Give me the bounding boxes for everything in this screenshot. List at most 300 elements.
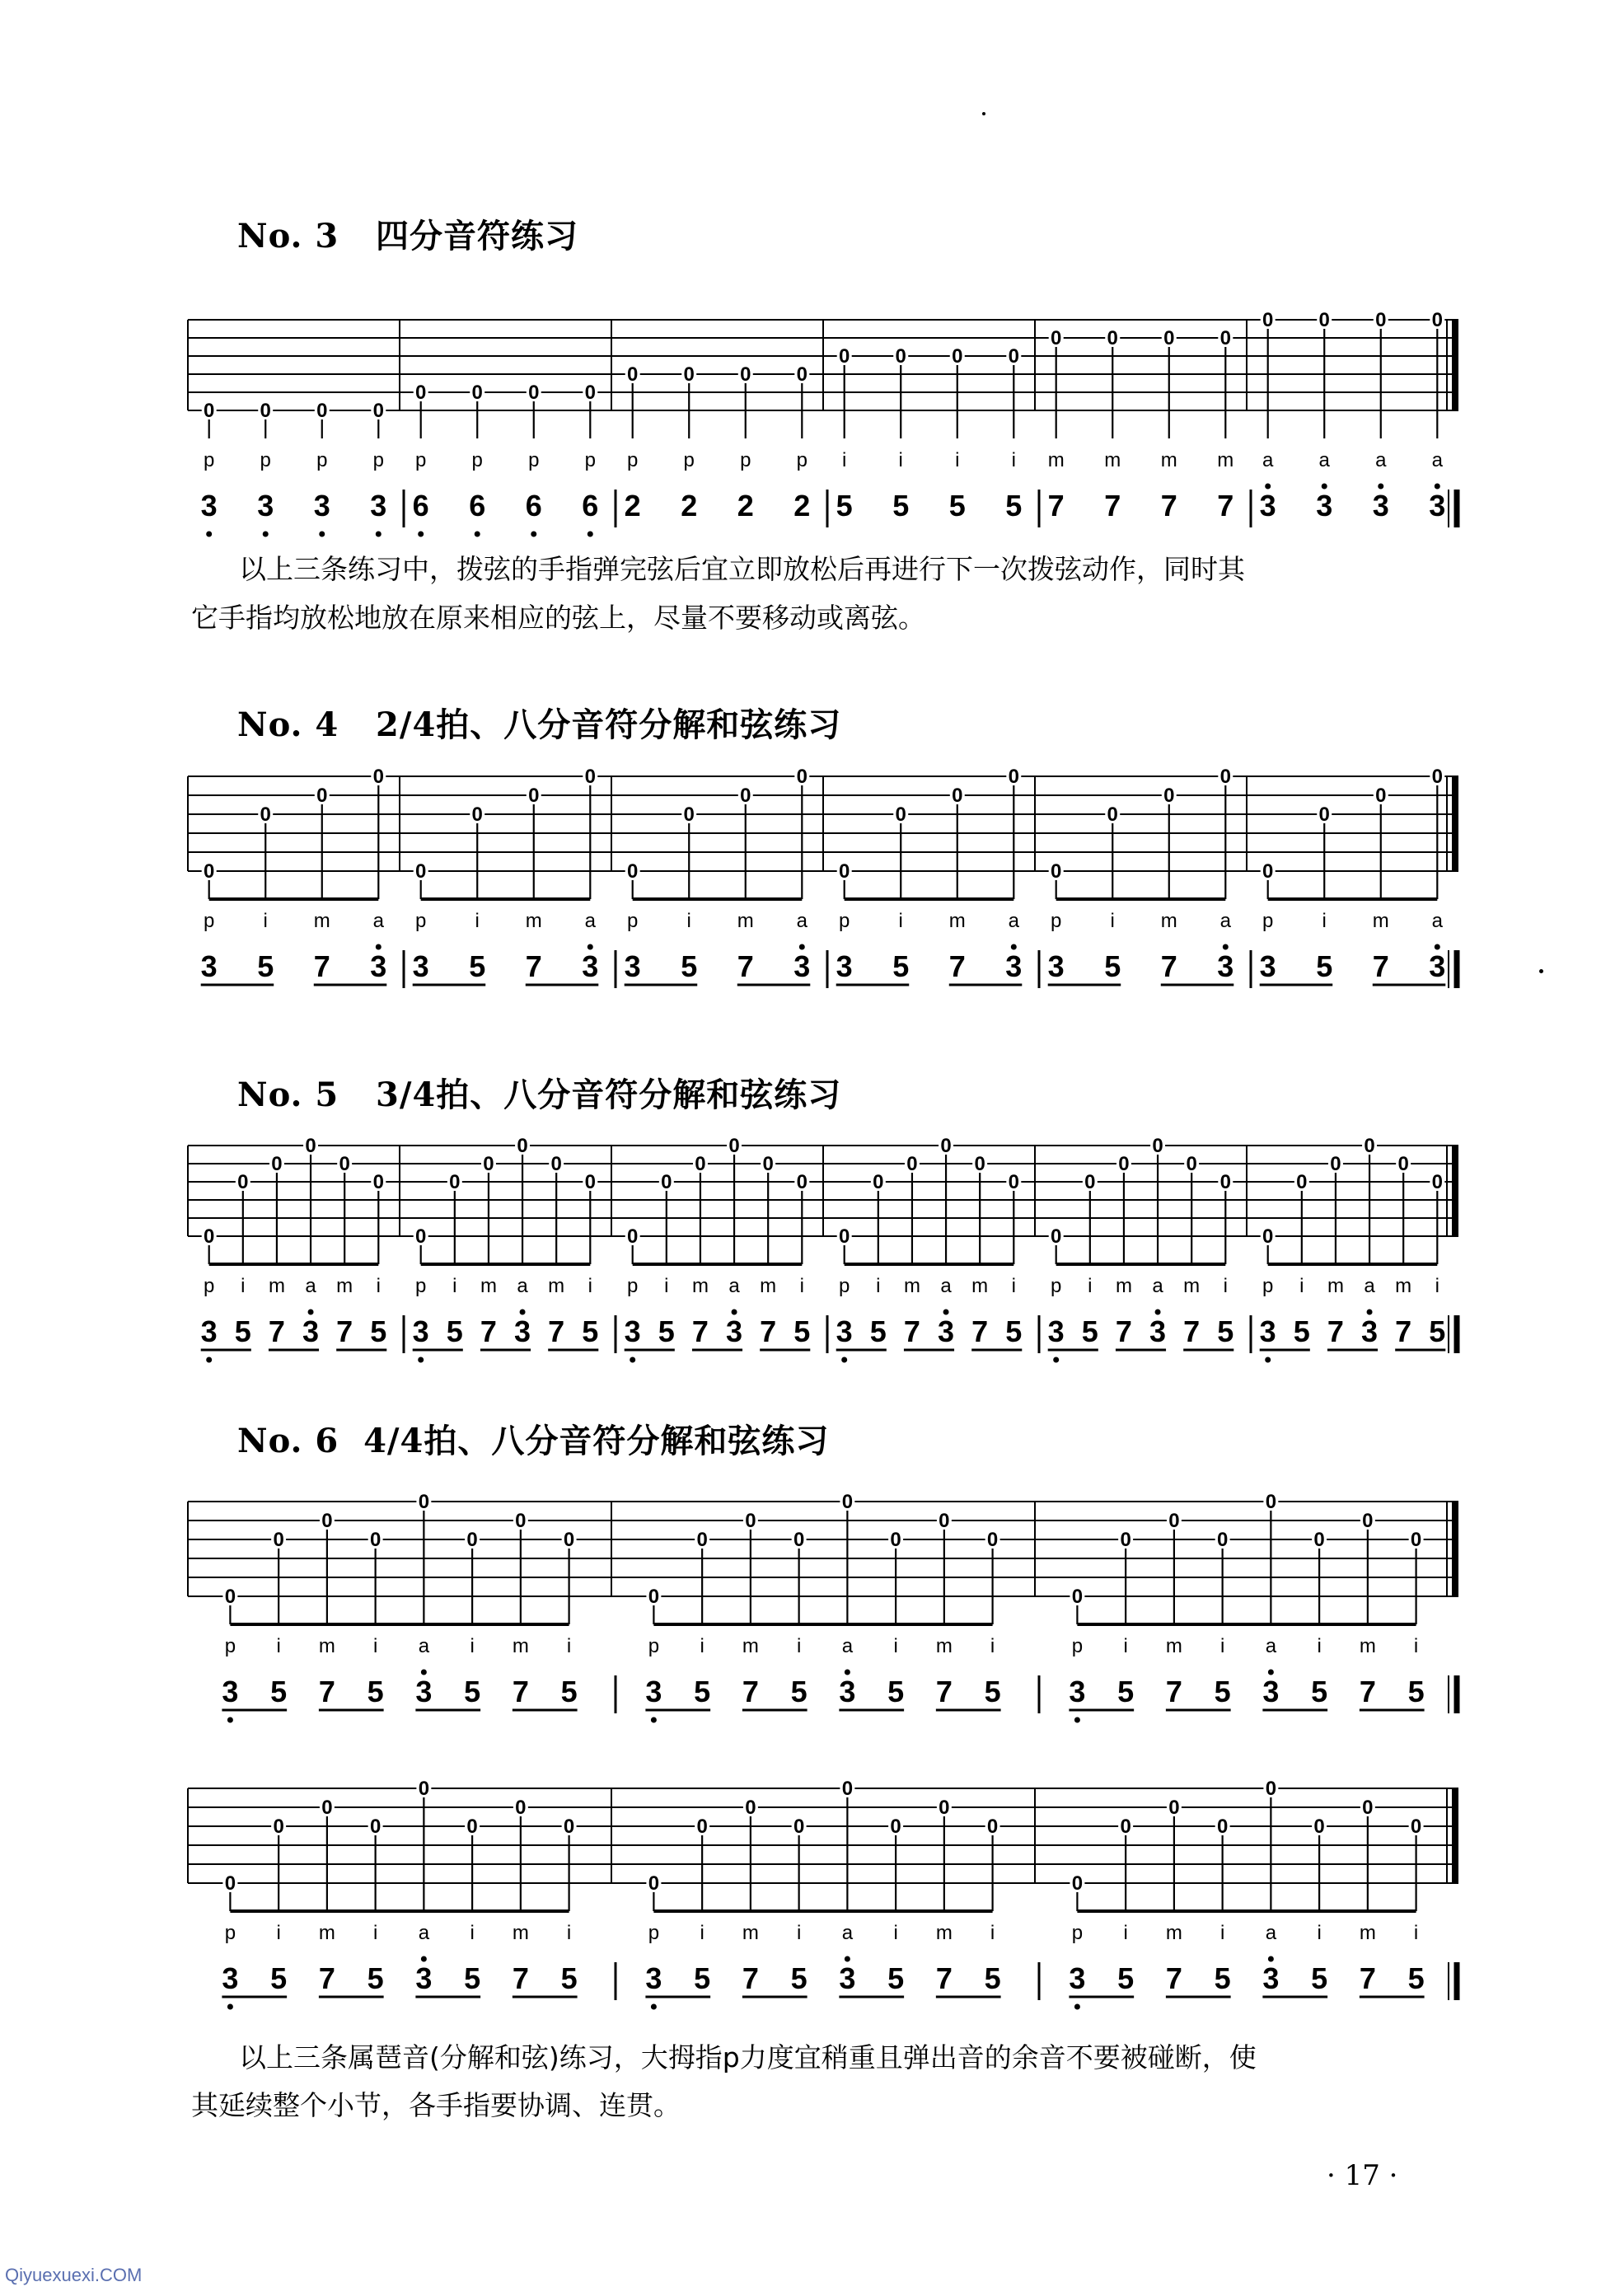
fret-number-0: 0 [1313, 1816, 1325, 1838]
jianpu-note: 7 [1183, 1314, 1201, 1348]
jianpu-note: 5 [370, 1314, 387, 1348]
fret-number-0: 0 [1168, 1797, 1180, 1819]
fret-number-0: 0 [1265, 1778, 1277, 1800]
finger-label: m [737, 910, 754, 932]
jianpu-note: 7 [742, 1675, 759, 1708]
fret-number-0: 0 [483, 1153, 494, 1175]
jianpu-note: 7 [742, 1961, 759, 1995]
jianpu-note: 7 [512, 1961, 529, 1995]
finger-label: p [528, 449, 540, 471]
jianpu-note: 7 [525, 949, 542, 983]
jianpu-note: 5 [464, 1675, 481, 1708]
jianpu-note: 5 [582, 1314, 599, 1348]
fret-number-0: 0 [1262, 309, 1274, 331]
jianpu-note: 7 [1047, 489, 1065, 522]
finger-label: i [842, 449, 847, 471]
finger-label: i [1413, 1635, 1419, 1657]
finger-label: p [839, 1275, 850, 1297]
fret-number-0: 0 [796, 1171, 808, 1193]
jianpu-note: 6 [469, 489, 486, 522]
finger-label: a [584, 910, 596, 932]
finger-label: i [700, 1922, 705, 1944]
fret-number-0: 0 [986, 1816, 999, 1838]
instruction-paragraph-2-line-2: 其延续整个小节，各手指要协调、连贯。 [191, 2089, 681, 2121]
finger-label: m [1372, 910, 1389, 932]
jianpu-note: 3 [1429, 489, 1446, 522]
jianpu-note: 3 [645, 1961, 662, 1995]
finger-label: i [893, 1922, 898, 1944]
fret-number-0: 0 [986, 1529, 999, 1551]
fret-number-0: 0 [563, 1816, 575, 1838]
fret-number-0: 0 [939, 1510, 950, 1532]
jianpu-note: 6 [412, 489, 429, 522]
finger-label: i [990, 1635, 995, 1657]
fret-number-0: 0 [890, 1529, 901, 1551]
finger-label: i [566, 1922, 572, 1944]
jianpu-note: 3 [836, 949, 853, 983]
finger-label: i [372, 1635, 378, 1657]
fret-number-0: 0 [1375, 785, 1387, 807]
fret-number-0: 0 [1219, 766, 1231, 788]
jianpu-note: 5 [1214, 1961, 1231, 1995]
finger-label: m [268, 1275, 285, 1297]
low-octave-dot [227, 2004, 233, 2010]
fret-number-0: 0 [1008, 1171, 1019, 1193]
fret-number-0: 0 [627, 860, 639, 883]
fret-number-0: 0 [372, 766, 384, 788]
finger-label: m [948, 910, 966, 932]
jianpu-note: 5 [790, 1675, 808, 1708]
finger-label: i [452, 1275, 457, 1297]
jianpu-note: 5 [887, 1675, 905, 1708]
finger-label: p [584, 449, 596, 471]
fret-number-0: 0 [1051, 860, 1062, 883]
finger-label: a [1219, 910, 1231, 932]
jianpu-note: 7 [318, 1675, 335, 1708]
finger-label: p [224, 1635, 236, 1657]
finger-label: m [318, 1922, 335, 1944]
fret-number-0: 0 [369, 1529, 382, 1551]
finger-label: m [1160, 449, 1177, 471]
fret-number-0: 0 [648, 1872, 660, 1895]
jianpu-note: 7 [1217, 489, 1234, 522]
finger-label: m [1047, 449, 1065, 471]
title-no5: No. 5 3/4拍、八分音符分解和弦练习 [237, 1075, 842, 1114]
finger-label: a [1008, 910, 1019, 932]
finger-label: p [471, 449, 483, 471]
jianpu-note: 5 [984, 1675, 1001, 1708]
finger-label: a [517, 1275, 528, 1297]
finger-label: i [876, 1275, 881, 1297]
finger-label: i [898, 449, 903, 471]
fret-number-0: 0 [696, 1816, 708, 1838]
fret-number-0: 0 [1216, 1529, 1229, 1551]
jianpu-note: 5 [984, 1961, 1001, 1995]
jianpu-note: 3 [200, 949, 218, 983]
jianpu-note: 5 [1407, 1675, 1425, 1708]
finger-label: a [1431, 449, 1443, 471]
jianpu-note: 5 [1005, 1314, 1023, 1348]
finger-label: m [480, 1275, 497, 1297]
fret-number-0: 0 [237, 1171, 249, 1193]
fret-number-0: 0 [1262, 1225, 1274, 1248]
fret-number-0: 0 [584, 382, 596, 404]
finger-label: i [700, 1635, 705, 1657]
fret-number-0: 0 [762, 1153, 774, 1175]
high-octave-dot [421, 1956, 427, 1962]
fret-number-0: 0 [339, 1153, 350, 1175]
finger-label: i [1011, 1275, 1016, 1297]
jianpu-note: 7 [548, 1314, 565, 1348]
fret-number-0: 0 [740, 785, 751, 807]
title-no3: No. 3 四分音符练习 [237, 217, 578, 255]
fret-number-0: 0 [1362, 1510, 1374, 1532]
finger-label: a [418, 1635, 430, 1657]
fret-number-0: 0 [471, 382, 483, 404]
fret-number-0: 0 [1410, 1529, 1422, 1551]
jianpu-note: 3 [200, 1314, 218, 1348]
fret-number-0: 0 [745, 1797, 756, 1819]
fret-number-0: 0 [271, 1153, 283, 1175]
jianpu-note: 3 [415, 1675, 433, 1708]
finger-label: i [1110, 910, 1115, 932]
finger-label: i [1088, 1275, 1093, 1297]
fret-number-0: 0 [796, 363, 808, 386]
fret-number-0: 0 [728, 1135, 740, 1157]
fret-number-0: 0 [415, 382, 427, 404]
instruction-paragraph-1-line-1: 以上三条练习中，拨弦的手指弹完弦后宜立即放松后再进行下一次拨弦动作，同时其 [239, 553, 1245, 585]
fret-number-0: 0 [466, 1816, 478, 1838]
fret-number-0: 0 [661, 1171, 672, 1193]
finger-label: p [204, 449, 215, 471]
finger-label: i [796, 1922, 802, 1944]
finger-label: i [241, 1275, 246, 1297]
jianpu-note: 3 [302, 1314, 320, 1348]
finger-label: m [1104, 449, 1121, 471]
fret-number-0: 0 [415, 1225, 427, 1248]
title-no4: No. 4 2/4拍、八分音符分解和弦练习 [237, 705, 842, 744]
jianpu-note: 7 [760, 1314, 777, 1348]
fret-number-0: 0 [627, 1225, 639, 1248]
finger-label: p [1051, 1275, 1062, 1297]
fret-number-0: 0 [260, 804, 271, 826]
jianpu-note: 2 [681, 489, 698, 522]
fret-number-0: 0 [1313, 1529, 1325, 1551]
finger-label: p [740, 449, 751, 471]
fret-number-0: 0 [939, 1797, 950, 1819]
fret-number-0: 0 [1107, 327, 1118, 349]
fret-number-0: 0 [1120, 1816, 1131, 1838]
fret-number-0: 0 [1152, 1135, 1163, 1157]
jianpu-note: 3 [1316, 489, 1333, 522]
finger-label: m [1165, 1635, 1182, 1657]
finger-label: i [1219, 1922, 1225, 1944]
fret-number-0: 0 [321, 1510, 333, 1532]
jianpu-note: 3 [839, 1675, 856, 1708]
title-no6: No. 6 4/4拍、八分音符分解和弦练习 [237, 1422, 830, 1460]
finger-label: p [224, 1922, 236, 1944]
fret-number-0: 0 [695, 1153, 706, 1175]
high-octave-dot [845, 1956, 850, 1962]
finger-label: p [260, 449, 271, 471]
jianpu-note: 3 [1361, 1314, 1379, 1348]
finger-label: m [1183, 1275, 1201, 1297]
fret-number-0: 0 [321, 1797, 333, 1819]
finger-label: a [1431, 910, 1443, 932]
jianpu-note: 5 [446, 1314, 463, 1348]
jianpu-note: 3 [645, 1675, 662, 1708]
fret-number-0: 0 [515, 1797, 527, 1819]
jianpu-note: 3 [412, 949, 429, 983]
fret-number-0: 0 [1330, 1153, 1341, 1175]
fret-number-0: 0 [1071, 1586, 1084, 1608]
fret-number-0: 0 [273, 1529, 284, 1551]
fret-number-0: 0 [515, 1510, 527, 1532]
finger-label: p [627, 449, 639, 471]
finger-label: i [1223, 1275, 1228, 1297]
fret-number-0: 0 [1051, 327, 1062, 349]
instruction-paragraph-2-line-1: 以上三条属琶音(分解和弦)练习，大拇指p力度宜稍重且弹出音的余音不要被碰断，使 [239, 2041, 1257, 2073]
jianpu-note: 5 [257, 949, 274, 983]
fret-number-0: 0 [974, 1153, 985, 1175]
low-octave-dot [651, 2004, 657, 2010]
jianpu-note: 3 [313, 489, 330, 522]
jianpu-note: 3 [514, 1314, 531, 1348]
finger-label: a [305, 1275, 316, 1297]
jianpu-note: 3 [1262, 1675, 1280, 1708]
fret-number-0: 0 [696, 1529, 708, 1551]
jianpu-note: 3 [1047, 949, 1065, 983]
finger-label: a [1262, 449, 1274, 471]
fret-number-0: 0 [895, 804, 906, 826]
jianpu-note: 5 [270, 1675, 288, 1708]
fret-number-0: 0 [683, 363, 695, 386]
finger-label: i [263, 910, 268, 932]
jianpu-note: 5 [464, 1961, 481, 1995]
finger-label: m [742, 1922, 759, 1944]
finger-label: p [316, 449, 328, 471]
finger-label: a [728, 1275, 740, 1297]
jianpu-note: 5 [836, 489, 853, 522]
fret-number-0: 0 [204, 1225, 215, 1248]
fret-number-0: 0 [648, 1586, 660, 1608]
finger-label: i [470, 1635, 475, 1657]
fret-number-0: 0 [316, 785, 328, 807]
fret-number-0: 0 [1362, 1797, 1374, 1819]
finger-label: m [318, 1635, 335, 1657]
finger-label: p [1262, 910, 1274, 932]
fret-number-0: 0 [1008, 345, 1019, 368]
jianpu-note: 3 [1217, 949, 1234, 983]
finger-label: i [664, 1275, 669, 1297]
fret-number-0: 0 [1262, 860, 1274, 883]
finger-label: m [512, 1635, 529, 1657]
jianpu-note: 7 [1395, 1314, 1412, 1348]
jianpu-note: 5 [790, 1961, 808, 1995]
fret-number-0: 0 [1163, 785, 1175, 807]
fret-number-0: 0 [418, 1491, 430, 1513]
fret-number-0: 0 [1219, 1171, 1231, 1193]
finger-label: i [566, 1635, 572, 1657]
jianpu-note: 5 [1293, 1314, 1310, 1348]
fret-number-0: 0 [683, 804, 695, 826]
fret-number-0: 0 [260, 400, 271, 422]
fret-number-0: 0 [372, 1171, 384, 1193]
jianpu-note: 5 [270, 1961, 288, 1995]
jianpu-note: 3 [1372, 489, 1389, 522]
fret-number-0: 0 [550, 1153, 562, 1175]
finger-label: p [839, 910, 850, 932]
jianpu-note: 3 [1429, 949, 1446, 983]
finger-label: m [935, 1635, 953, 1657]
page-number: · 17 · [1327, 2159, 1398, 2192]
jianpu-note: 5 [560, 1961, 578, 1995]
jianpu-note: 3 [222, 1961, 239, 1995]
jianpu-note: 7 [268, 1314, 285, 1348]
fret-number-0: 0 [1051, 1225, 1062, 1248]
jianpu-note: 3 [1047, 1314, 1065, 1348]
fret-number-0: 0 [1375, 309, 1387, 331]
jianpu-note: 3 [370, 949, 387, 983]
finger-label: m [512, 1922, 529, 1944]
finger-label: p [648, 1635, 660, 1657]
fret-number-0: 0 [316, 400, 328, 422]
finger-label: m [313, 910, 330, 932]
fret-number-0: 0 [1431, 1171, 1443, 1193]
finger-label: a [1265, 1922, 1277, 1944]
jianpu-note: 5 [1081, 1314, 1098, 1348]
fret-number-0: 0 [204, 860, 215, 883]
fret-number-0: 0 [793, 1529, 805, 1551]
finger-label: i [898, 910, 903, 932]
jianpu-note: 3 [412, 1314, 429, 1348]
finger-label: p [204, 1275, 215, 1297]
fret-number-0: 0 [841, 1491, 854, 1513]
finger-label: p [1051, 910, 1062, 932]
jianpu-note: 3 [793, 949, 811, 983]
jianpu-note: 3 [200, 489, 218, 522]
fret-number-0: 0 [841, 1778, 854, 1800]
fret-number-0: 0 [1265, 1491, 1277, 1513]
fret-number-0: 0 [1084, 1171, 1096, 1193]
finger-label: p [372, 449, 384, 471]
jianpu-note: 5 [1117, 1675, 1135, 1708]
finger-label: m [1327, 1275, 1344, 1297]
finger-label: p [796, 449, 808, 471]
jianpu-note: 5 [892, 949, 910, 983]
fret-number-0: 0 [372, 400, 384, 422]
jianpu-note: 7 [318, 1961, 335, 1995]
jianpu-note: 7 [1160, 489, 1177, 522]
fret-number-0: 0 [528, 785, 540, 807]
jianpu-note: 3 [222, 1675, 239, 1708]
fret-number-0: 0 [873, 1171, 884, 1193]
jianpu-note: 5 [658, 1314, 675, 1348]
fret-number-0: 0 [305, 1135, 316, 1157]
jianpu-note: 5 [560, 1675, 578, 1708]
jianpu-note: 5 [948, 489, 966, 522]
fret-number-0: 0 [890, 1816, 901, 1838]
jianpu-note: 5 [694, 1675, 711, 1708]
scan-speck [1539, 969, 1543, 973]
fret-number-0: 0 [418, 1778, 430, 1800]
jianpu-note: 5 [1407, 1961, 1425, 1995]
finger-label: m [1165, 1922, 1182, 1944]
fret-number-0: 0 [584, 1171, 596, 1193]
fret-number-0: 0 [1318, 309, 1330, 331]
fret-number-0: 0 [584, 766, 596, 788]
jianpu-note: 5 [694, 1961, 711, 1995]
fret-number-0: 0 [1364, 1135, 1375, 1157]
jianpu-note: 5 [1104, 949, 1121, 983]
jianpu-note: 5 [234, 1314, 251, 1348]
jianpu-note: 3 [1262, 1961, 1280, 1995]
fret-number-0: 0 [1071, 1872, 1084, 1895]
finger-label: p [415, 449, 427, 471]
jianpu-note: 7 [903, 1314, 920, 1348]
jianpu-note: 7 [1115, 1314, 1132, 1348]
fret-number-0: 0 [1163, 327, 1175, 349]
finger-label: a [1152, 1275, 1163, 1297]
jianpu-note: 5 [367, 1961, 384, 1995]
jianpu-note: 3 [726, 1314, 743, 1348]
finger-label: a [1265, 1635, 1277, 1657]
fret-number-0: 0 [796, 766, 808, 788]
jianpu-note: 5 [367, 1675, 384, 1708]
jianpu-note: 3 [1259, 1314, 1276, 1348]
fret-number-0: 0 [839, 860, 850, 883]
finger-label: m [1217, 449, 1234, 471]
jianpu-note: 5 [681, 949, 698, 983]
finger-label: i [1413, 1922, 1419, 1944]
finger-label: m [525, 910, 542, 932]
finger-label: m [1359, 1922, 1376, 1944]
finger-label: i [587, 1275, 592, 1297]
jianpu-note: 7 [480, 1314, 497, 1348]
finger-label: i [686, 910, 691, 932]
jianpu-note: 5 [1311, 1961, 1328, 1995]
finger-label: i [376, 1275, 381, 1297]
jianpu-note: 7 [1372, 949, 1389, 983]
finger-label: a [1375, 449, 1387, 471]
finger-label: a [841, 1635, 854, 1657]
fret-number-0: 0 [1216, 1816, 1229, 1838]
finger-label: m [742, 1635, 759, 1657]
fret-number-0: 0 [1410, 1816, 1422, 1838]
jianpu-note: 5 [1217, 1314, 1234, 1348]
finger-label: m [935, 1922, 953, 1944]
fret-number-0: 0 [204, 400, 215, 422]
jianpu-note: 5 [1005, 489, 1023, 522]
jianpu-note: 7 [737, 949, 754, 983]
fret-number-0: 0 [517, 1135, 528, 1157]
fret-number-0: 0 [793, 1816, 805, 1838]
finger-label: p [1071, 1922, 1084, 1944]
fret-number-0: 0 [906, 1153, 918, 1175]
jianpu-note: 2 [793, 489, 811, 522]
fret-number-0: 0 [1008, 766, 1019, 788]
fret-number-0: 0 [740, 363, 751, 386]
finger-label: m [1160, 910, 1177, 932]
fret-number-0: 0 [1118, 1153, 1130, 1175]
jianpu-note: 6 [525, 489, 542, 522]
finger-label: m [1395, 1275, 1412, 1297]
fret-number-0: 0 [745, 1510, 756, 1532]
jianpu-note: 5 [1117, 1961, 1135, 1995]
finger-label: p [1262, 1275, 1274, 1297]
fret-number-0: 0 [1186, 1153, 1197, 1175]
jianpu-note: 5 [887, 1961, 905, 1995]
